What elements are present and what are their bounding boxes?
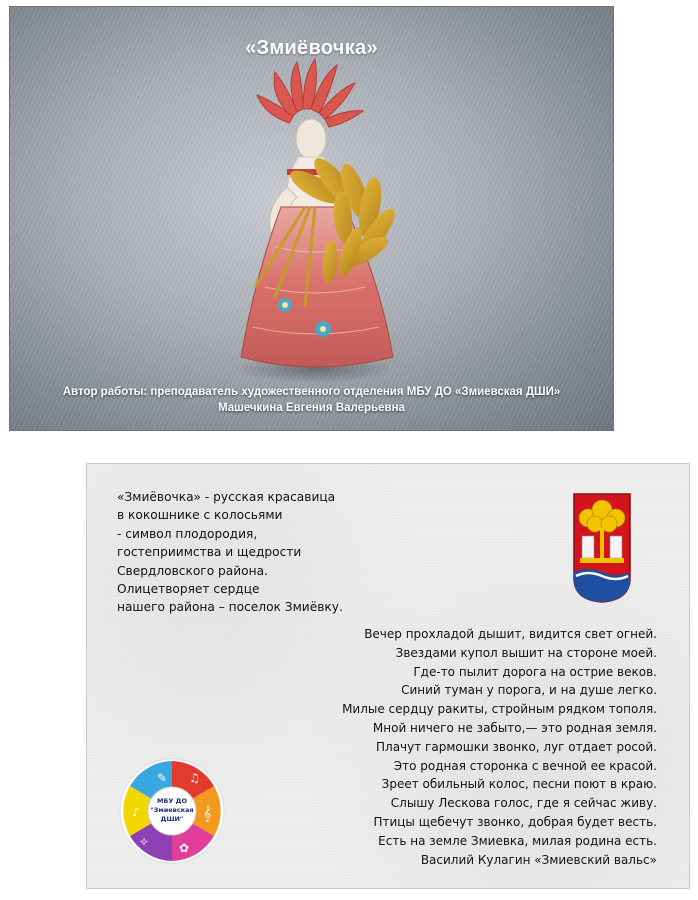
svg-text:𝄞: 𝄞 bbox=[203, 806, 212, 822]
poem-line: Синий туман у порога, и на душе легко. bbox=[401, 683, 657, 698]
svg-text:✎: ✎ bbox=[157, 771, 168, 785]
intro-line: нашего района – поселок Змиёвку. bbox=[117, 600, 343, 615]
sculpture-photo-card bbox=[9, 6, 614, 431]
poem-line: Слышу Лескова голос, где я сейчас живу. bbox=[390, 796, 657, 811]
poem-line: Мной ничего не забыто,— это родная земля. bbox=[372, 720, 657, 735]
svg-text:✿: ✿ bbox=[179, 841, 190, 855]
poem-line: Есть на земле Змиевка, милая родина есть. bbox=[378, 833, 657, 848]
school-logo-text bbox=[145, 797, 199, 824]
intro-line: Олицетворяет сердце bbox=[117, 582, 260, 597]
poem-card bbox=[86, 463, 690, 889]
svg-text:♪: ♪ bbox=[132, 805, 140, 819]
intro-line: гостеприимства и щедрости bbox=[117, 545, 302, 560]
poem-line: Вечер прохладой дышит, видится свет огней. bbox=[364, 627, 657, 641]
intro-line: «Змиёвочка» - русская красавица bbox=[117, 490, 336, 504]
intro-line: в кокошнике с колосьями bbox=[117, 508, 283, 523]
school-logo-line2: "Змиевская ДШИ" bbox=[150, 806, 194, 823]
svg-text:♫: ♫ bbox=[189, 771, 200, 785]
school-logo-line1: МБУ ДО bbox=[156, 797, 187, 805]
svg-text:✧: ✧ bbox=[139, 835, 150, 849]
intro-line: - символ плодородия, bbox=[117, 526, 258, 541]
intro-text bbox=[117, 488, 397, 617]
coat-of-arms-icon bbox=[572, 492, 632, 604]
poem-line: Птицы щебечут звонко, добрая будет весть. bbox=[373, 814, 657, 829]
sculpture-caption bbox=[10, 384, 613, 416]
poem-line: Плачут гармошки звонко, луг отдает росой. bbox=[376, 739, 657, 754]
caption-author-line: Автор работы: преподаватель художественного отделения МБУ ДО «Змиевская ДШИ» bbox=[62, 386, 561, 398]
poem-line: Где-то пылит дорога на острие веков. bbox=[413, 664, 657, 679]
poem-text bbox=[277, 625, 657, 869]
caption-name-line: Машечкина Евгения Валерьевна bbox=[218, 402, 405, 414]
poem-line: Милые сердцу ракиты, стройным рядком тополя. bbox=[342, 702, 657, 717]
intro-line: Свердловского района. bbox=[117, 563, 268, 578]
poem-line: Зреет обильный колос, песни поют в краю. bbox=[381, 777, 657, 792]
poem-line: Звездами купол вышит на стороне моей. bbox=[395, 645, 657, 660]
sculpture-title: «Змиёвочка» bbox=[245, 37, 378, 59]
zmiyovochka-sculpture-image bbox=[215, 57, 415, 387]
poem-attribution: Василий Кулагин «Змиевский вальс» bbox=[420, 852, 657, 867]
poem-line: Это родная сторонка с вечной ее красой. bbox=[393, 758, 657, 773]
